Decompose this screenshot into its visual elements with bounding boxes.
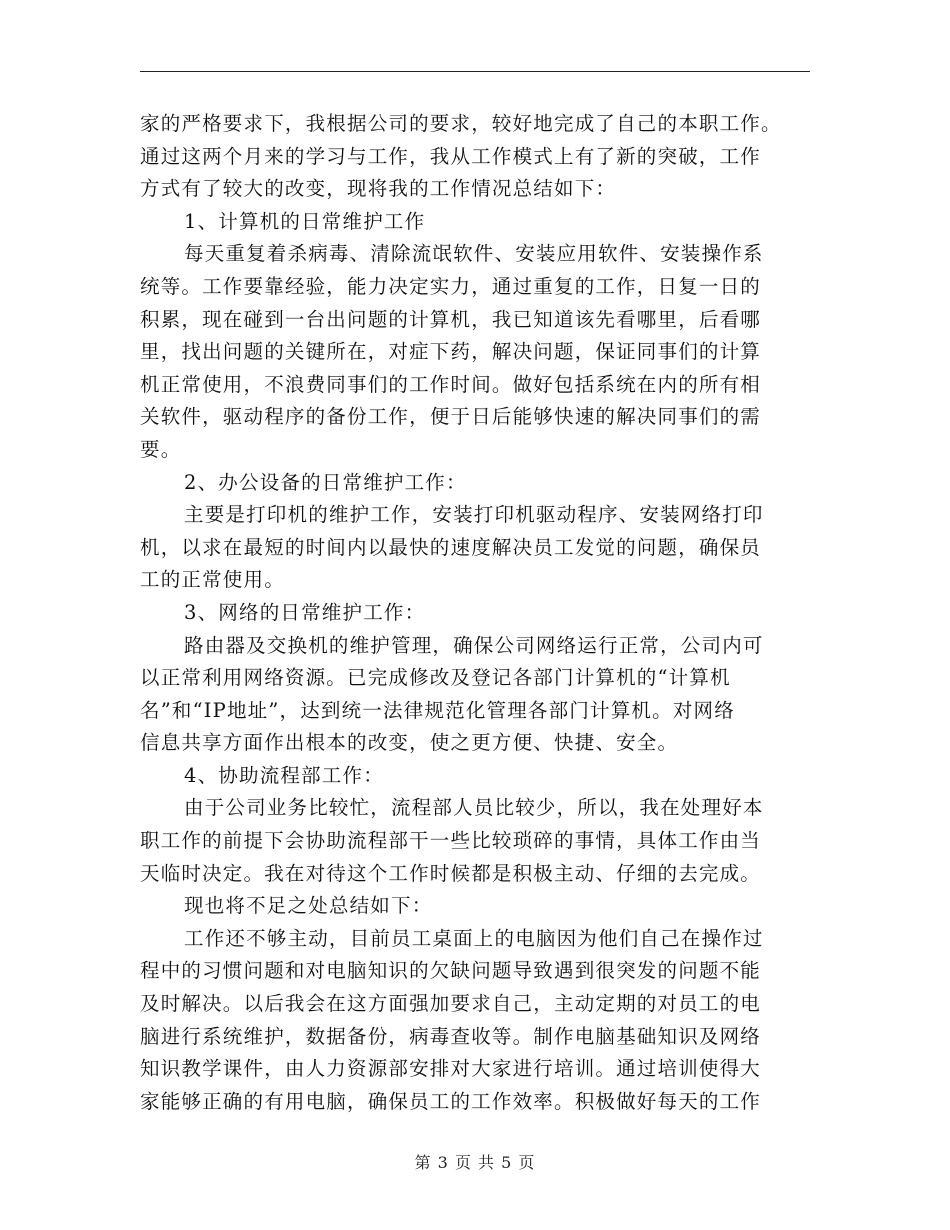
text-line: 积累，现在碰到一台出问题的计算机，我已知道该先看哪里，后看哪: [140, 307, 762, 331]
text-line: 脑进行系统维护，数据备份，病毒查收等。制作电脑基础知识及网络: [140, 1024, 762, 1048]
text-line: 机，以求在最短的时间内以最快的速度解决员工发觉的问题，确保员: [140, 535, 762, 559]
text-line: 工的正常使用。: [140, 568, 285, 592]
text-line: 现也将不足之处总结如下：: [184, 894, 433, 918]
text-line: 方式有了较大的改变，现将我的工作情况总结如下：: [140, 177, 617, 201]
text-line: 职工作的前提下会协助流程部干一些比较琐碎的事情，具体工作由当: [140, 829, 762, 853]
text-line: 路由器及交换机的维护管理，确保公司网络运行正常，公司内可: [184, 633, 764, 657]
text-line: 4、协助流程部工作：: [184, 763, 384, 787]
text-line: 统等。工作要靠经验，能力决定实力，通过重复的工作，日复一日的: [140, 274, 762, 298]
text-line: 及时解决。以后我会在这方面强加要求自己，主动定期的对员工的电: [140, 992, 762, 1016]
text-line: 名”和“IP地址”，达到统一法律规范化管理各部门计算机。对网络: [140, 698, 735, 722]
header-rule: [140, 71, 810, 72]
text-line: 信息共享方面作出根本的改变，使之更方便、快捷、安全。: [140, 731, 679, 755]
text-line: 主要是打印机的维护工作，安装打印机驱动程序、安装网络打印: [184, 503, 764, 527]
page-footer: [0, 1150, 950, 1173]
text-line: 3、网络的日常维护工作：: [184, 600, 426, 624]
text-line: 程中的习惯问题和对电脑知识的欠缺问题导致遇到很突发的问题不能: [140, 959, 762, 983]
document-body: [140, 108, 820, 1118]
text-line: 要。: [140, 437, 182, 461]
text-line: 1、计算机的日常维护工作: [184, 209, 426, 233]
text-line: 天临时决定。我在对待这个工作时候都是积极主动、仔细的去完成。: [140, 861, 762, 885]
text-line: 里，找出问题的关键所在，对症下药，解决问题，保证同事们的计算: [140, 340, 762, 364]
text-line: 由于公司业务比较忙，流程部人员比较少，所以，我在处理好本: [184, 796, 764, 820]
text-line: 通过这两个月来的学习与工作，我从工作模式上有了新的突破，工作: [140, 144, 762, 168]
text-line: 以正常利用网络资源。已完成修改及登记各部门计算机的“计算机: [140, 666, 731, 690]
text-line: 工作还不够主动，目前员工桌面上的电脑因为他们自己在操作过: [184, 926, 764, 950]
text-line: 知识教学课件，由人力资源部安排对大家进行培训。通过培训使得大: [140, 1057, 762, 1081]
text-line: 机正常使用，不浪费同事们的工作时间。做好包括系统在内的所有相: [140, 372, 762, 396]
text-line: 2、办公设备的日常维护工作：: [184, 470, 467, 494]
text-line: 家的严格要求下，我根据公司的要求，较好地完成了自己的本职工作。: [140, 112, 782, 135]
text-line: 关软件，驱动程序的备份工作，便于日后能够快速的解决同事们的需: [140, 405, 762, 429]
text-line: 家能够正确的有用电脑，确保员工的工作效率。积极做好每天的工作: [140, 1089, 762, 1113]
page-number-label: 第 3 页 共 5 页: [414, 1153, 536, 1172]
text-line: 每天重复着杀病毒、清除流氓软件、安装应用软件、安装操作系: [184, 242, 764, 266]
